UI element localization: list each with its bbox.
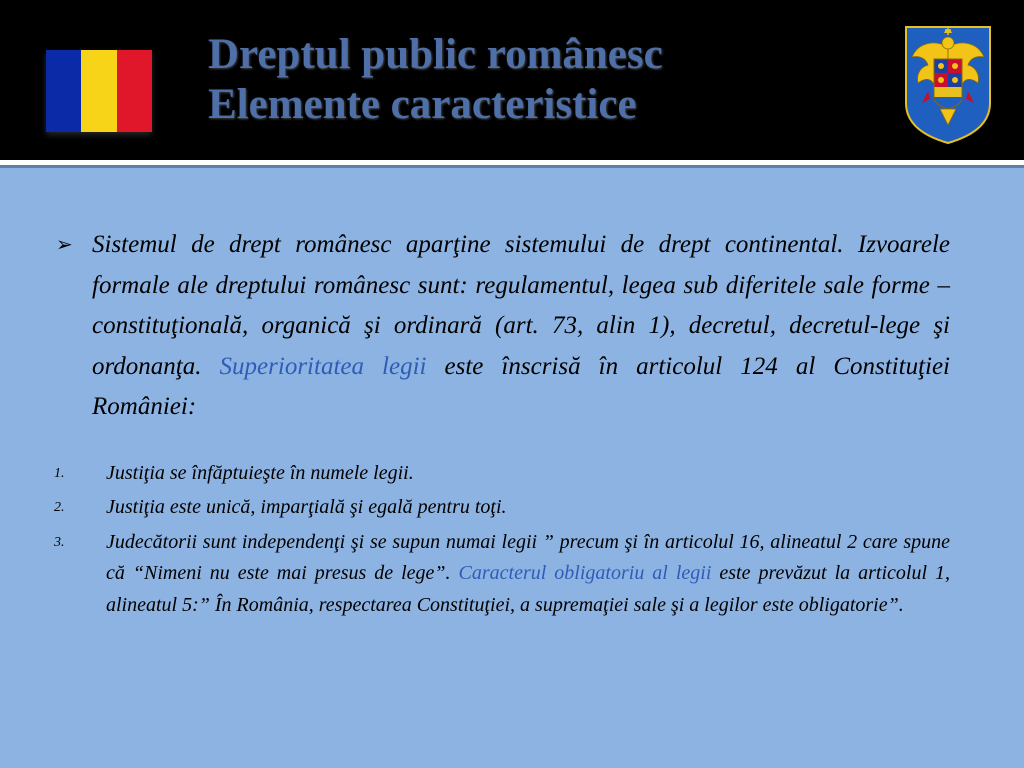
paragraph-text-1: Sistemul de drept românesc aparţine sistemului de drept continental. Izvoarele formale ale dreptului românesc sunt: regulamentul, legea sub diferitele sale forme – constituţională, organică şi ordinară (art. 73, alin 1), decretul, decretul-lege şi ordonanţa. [92, 231, 950, 380]
slide-title [208, 30, 848, 130]
list-highlight: Caracterul obligatoriu al legii [458, 562, 712, 584]
paragraph-text-2: este înscrisă în articolul 124 al Constituţiei României: [92, 352, 951, 420]
header-divider-shadow [0, 165, 1024, 168]
list-number: 2. [54, 500, 65, 515]
article-list [54, 458, 950, 622]
list-text: Justiţia se înfăptuieşte în numele legii. [106, 461, 414, 484]
coat-of-arms-icon [904, 25, 992, 145]
list-item [54, 458, 950, 490]
list-text-end: este prevăzut la articolul 1, alineatul 5:” În România, respectarea Constituţiei, a supremaţiei sale şi a legilor este obligatorie”. [106, 562, 950, 616]
slide-body [54, 225, 951, 624]
list-text: Justiţia este unică, imparţială şi egală pentru toţi. [106, 496, 507, 518]
arrow-bullet-icon: ➢ [56, 234, 73, 256]
list-number: 3. [54, 534, 65, 550]
title-line-1: Dreptul public românesc [208, 31, 663, 78]
paragraph-highlight: Superioritatea legii [219, 352, 427, 380]
title-line-2: Elemente caracteristice [208, 81, 637, 128]
list-text: Judecătorii sunt independenţi şi se supun numai legii ” precum şi în articolul 16, alineatul 2 care spune că “Nimeni nu este mai presus de lege”. [106, 530, 950, 584]
list-number: 1. [54, 465, 65, 481]
main-bullet [58, 225, 950, 428]
list-item [54, 492, 950, 524]
list-item [54, 527, 950, 622]
romanian-flag-icon [46, 50, 152, 132]
